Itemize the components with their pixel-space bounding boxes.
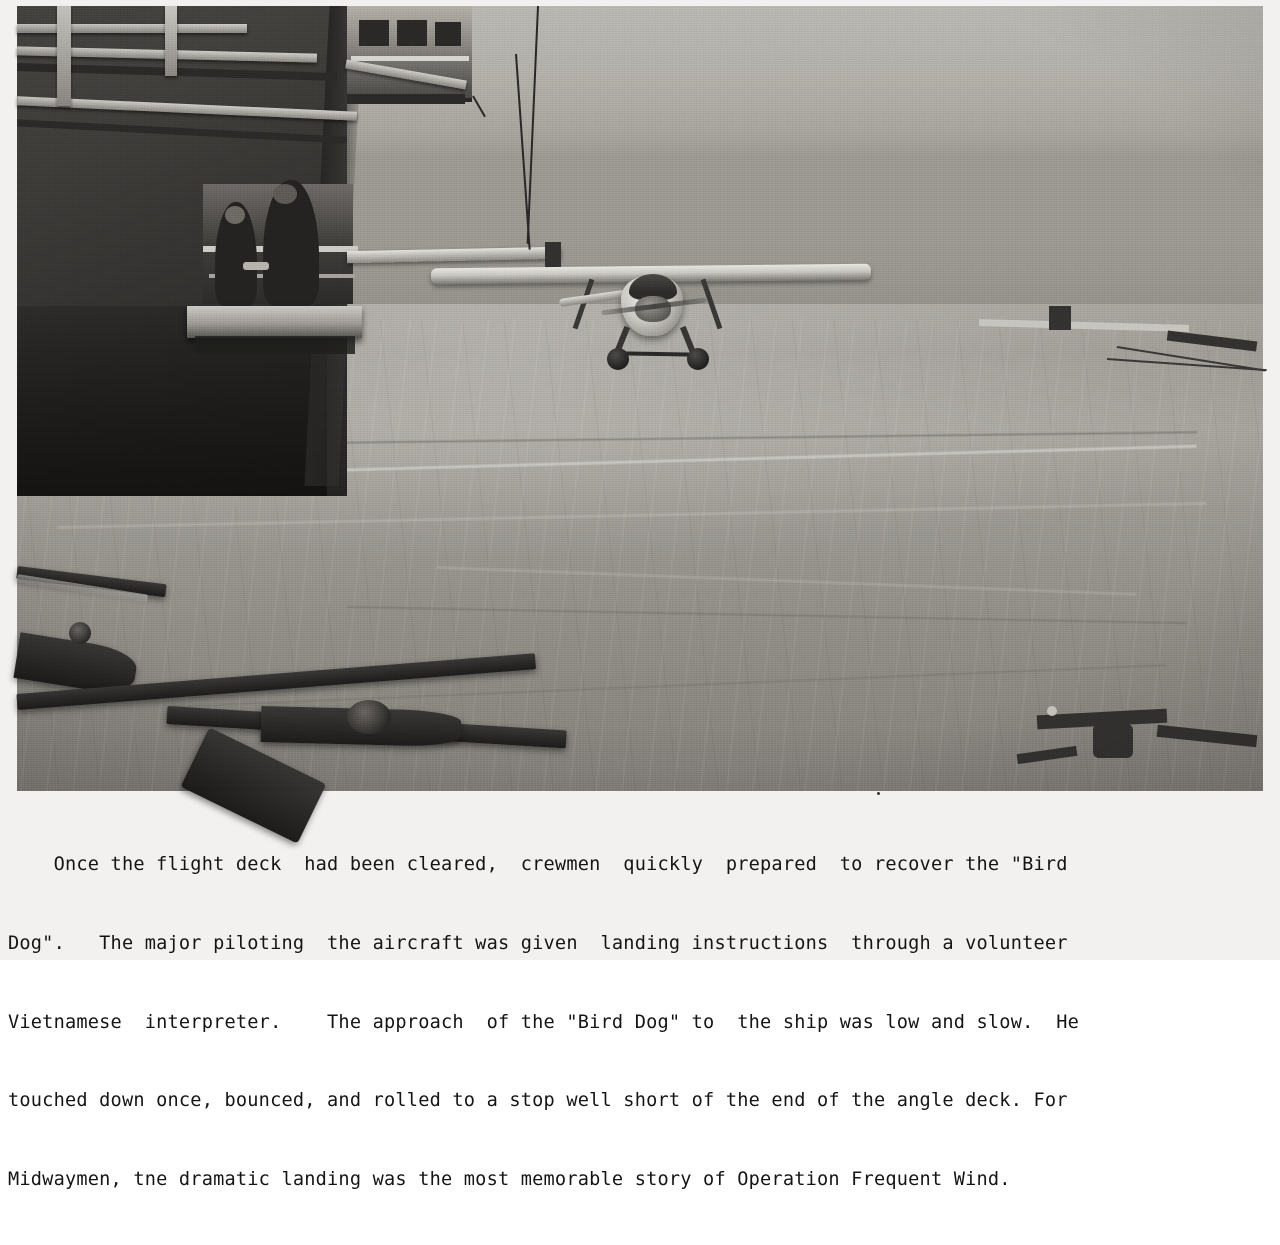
bridge-railing [351,56,469,61]
crewman-helmet [225,206,245,224]
vertical-stanchion [165,6,177,76]
deck-machinery [1093,724,1133,758]
aircraft-wheel [607,348,629,370]
caption-line-1: Once the flight deck had been cleared, crewmen quickly prepared to recover the "Bird [8,854,1068,876]
bridge-window [359,20,389,46]
caption-line-5: Midwaymen, tne dramatic landing was the most memorable story of Operation Frequent Wind. [8,1168,1011,1190]
crewman-arm [243,262,269,270]
aircraft-gear-axle [621,351,695,356]
deck-equipment-box [1049,306,1071,330]
overhead-girder [17,24,247,33]
rotor-hub [347,700,391,734]
aircraft-wing-strut [701,279,723,330]
caption-line-3: Vietnamese interpreter. The approach of the "Bird Dog" to the ship was low and slow. He [8,1011,1080,1033]
photo-speck [877,792,880,795]
photo-caption [0,800,1280,1245]
bird-dog-aircraft [431,252,871,372]
photograph [17,6,1263,791]
platform-underside [195,336,355,354]
crewman-helmet [273,184,297,204]
bridge-underside-beam [347,94,465,104]
aircraft-wheel [687,348,709,370]
rotor-hub [69,622,91,644]
bridge-window [435,22,461,46]
gallery-platform [187,306,362,338]
vertical-stanchion [57,6,71,106]
caption-line-2: Dog". The major piloting the aircraft was given landing instructions through a volunteer [8,933,1068,955]
caption-line-4: touched down once, bounced, and rolled to a stop well short of the end of the angle deck. For [8,1090,1068,1112]
bridge-gallery-box [347,6,472,102]
bridge-window [397,20,427,46]
deck-machinery-light [1047,706,1057,716]
